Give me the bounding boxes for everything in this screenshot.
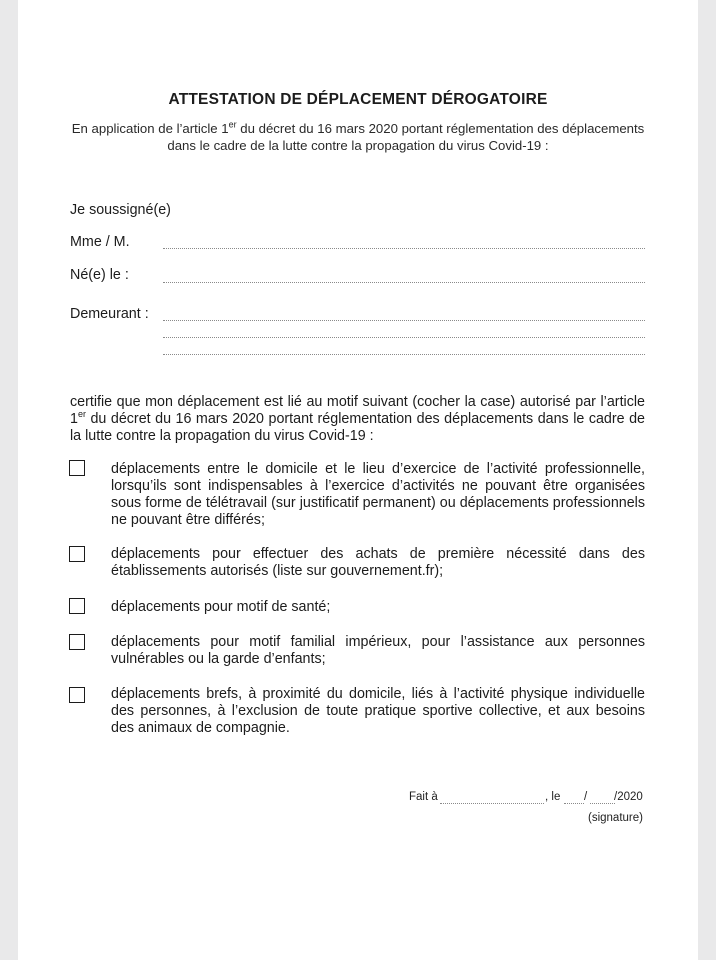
motif-checkbox-1[interactable] <box>69 460 85 476</box>
date-separator: / <box>584 791 588 803</box>
fait-a-label: Fait à <box>409 791 438 803</box>
adresse-field-line-1[interactable] <box>163 320 645 321</box>
date-le-label: , le <box>545 791 561 803</box>
nom-field[interactable] <box>163 248 645 249</box>
motif-checkbox-5[interactable] <box>69 687 85 703</box>
certifie-superscript: er <box>77 409 86 420</box>
subtitle-superscript: er <box>228 119 237 130</box>
adresse-field-line-3[interactable] <box>163 354 645 355</box>
date-year: /2020 <box>614 791 643 803</box>
signature-label: (signature) <box>588 812 643 824</box>
date-month-field[interactable] <box>590 803 615 804</box>
nom-label: Mme / M. <box>70 234 130 250</box>
subtitle-text-2: du décret du 16 mars 2020 portant réglementation des déplacements dans le cadre de la lutte contre la propagation du virus Covid-19 : <box>167 121 645 153</box>
adresse-field-line-2[interactable] <box>163 337 645 338</box>
motif-text-5: déplacements brefs, à proximité du domicile, liés à l’activité physique individuelle des personnes, à l’exclusion de toute pratique sportive collective, et aux besoins des animaux de compagnie. <box>111 686 645 736</box>
fait-a-field[interactable] <box>440 803 544 804</box>
motif-checkbox-3[interactable] <box>69 598 85 614</box>
document-title: ATTESTATION DE DÉPLACEMENT DÉROGATOIRE <box>168 91 548 108</box>
motif-text-3: déplacements pour motif de santé; <box>111 599 331 615</box>
subtitle-text-1: En application de l’article 1 <box>71 121 229 136</box>
date-day-field[interactable] <box>564 803 584 804</box>
adresse-label: Demeurant : <box>70 306 149 322</box>
certifie-text-1: certifie que mon déplacement est lié au motif suivant (cocher la case) autorisé par l’article 1 <box>70 394 645 427</box>
motif-text-2: déplacements pour effectuer des achats de première nécessité dans des établissements autorisés (liste sur gouvernement.fr); <box>111 546 645 579</box>
soussigne-label: Je soussigné(e) <box>70 202 171 218</box>
naissance-field[interactable] <box>163 282 645 283</box>
motif-text-4: déplacements pour motif familial impérieux, pour l’assistance aux personnes vulnérables ou la garde d’enfants; <box>111 634 645 667</box>
certifie-text-2: du décret du 16 mars 2020 portant réglementation des déplacements dans le cadre de la lutte contre la propagation du virus Covid-19 : <box>70 411 645 444</box>
naissance-label: Né(e) le : <box>70 267 129 283</box>
motif-text-1: déplacements entre le domicile et le lieu d’exercice de l’activité professionnelle, lorsqu’ils sont indispensables à l’exercice d’activités ne pouvant être organisées sous forme de télétravail (sur justificatif permanent) ou déplacements professionnels ne pouvant être différés; <box>111 461 645 528</box>
certification-paragraph <box>70 394 645 445</box>
motif-checkbox-4[interactable] <box>69 634 85 650</box>
motif-checkbox-2[interactable] <box>69 546 85 562</box>
document-subtitle <box>60 120 656 154</box>
